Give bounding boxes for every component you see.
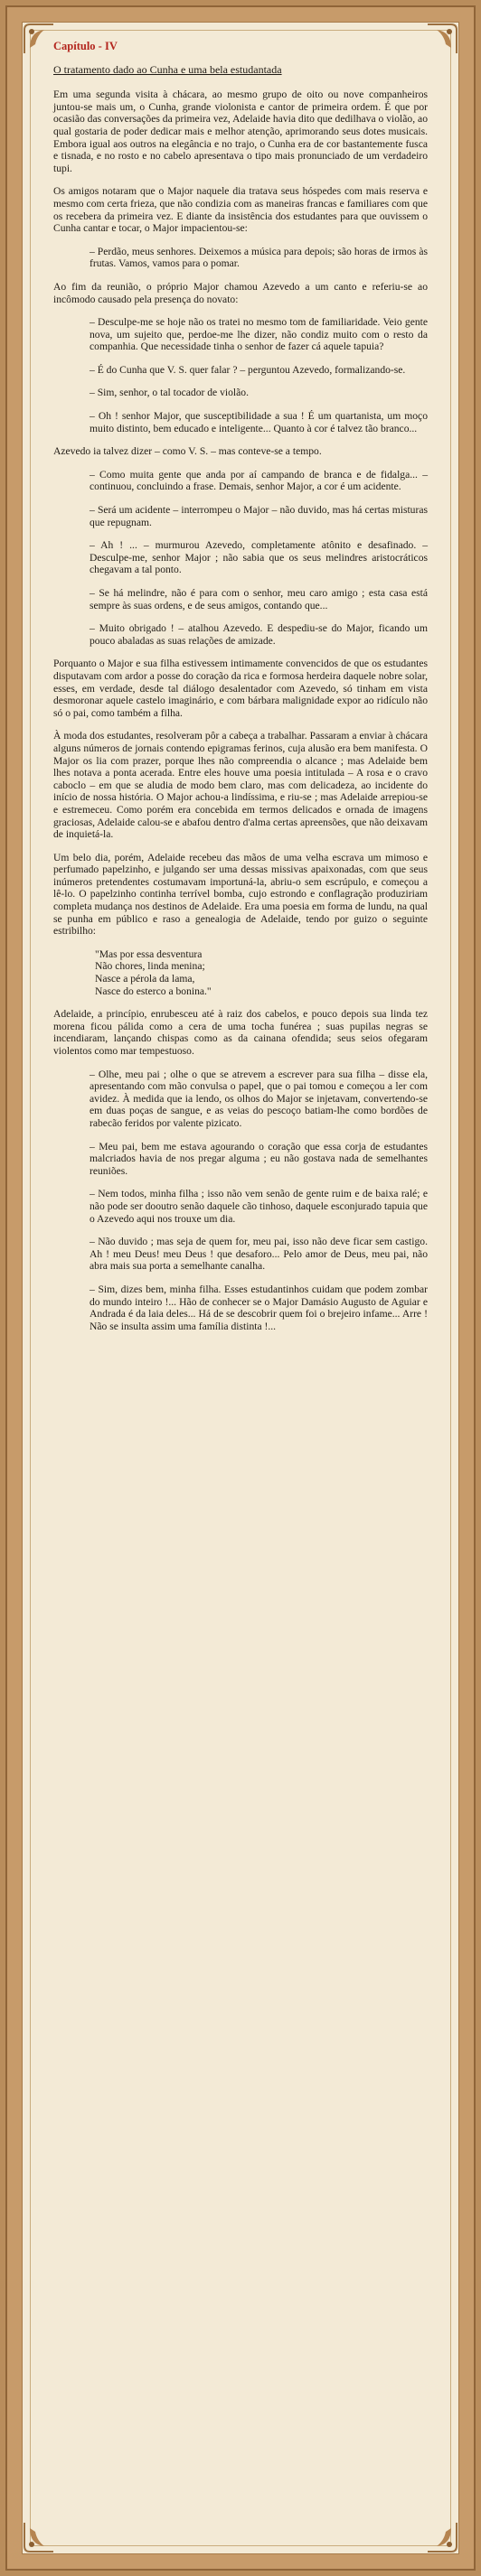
paragraph: Azevedo ia talvez dizer – como V. S. – mas conteve-se a tempo. [53,445,322,458]
corner-ornament-icon [22,22,57,57]
paragraph: À moda dos estudantes, resolveram pôr a cabeça a trabalhar. Passaram a enviar à chácara alguns números de jornais contendo epigramas ferinos, cuja alusão era bem manifesta. O Major os lia com prazer, porque lhes não compreendia o alcance ; mas Adelaide bem lhes notava a ponta acerada. Entre eles houve uma poesia intitulada – A rosa e o cravo caboclo – em que se aludia de modo bem claro, mas com delicadeza, ao incidente do início de nossa história. O Major achou-a lindíssima, e riu-se ; mas Adelaide arrepiou-se e estremeceu. Como porém era concebida em termos delicados e ornada de imagens graciosas, Adelaide calou-se e abafou dentro d'alma certas apreensões, que não deixavam de inquietá-la. [53,730,428,841]
dialogue-paragraph: – Desculpe-me se hoje não os tratei no mesmo tom de familiaridade. Veio gente nova, um sujeito que, perdoe-me lhe dizer, não condiz muito com o resto da companhia. Que necessidade tinha o senhor de fazer cá aquele tapuia? [90,316,428,353]
dialogue-paragraph: – Olhe, meu pai ; olhe o que se atrevem a escrever para sua filha – disse ela, apresentando com mão convulsa o papel, que o pai tomou e começou a ler com avidez. À medida que ia lendo, os olhos do Major se injetavam, convertendo-se em duas poças de sangue, e as veias do pescoço batiam-lhe como bordões de rabecão feridos por valente pizicato. [90,1068,428,1129]
corner-ornament-icon [22,2519,57,2554]
dialogue-paragraph: – Será um acidente – interrompeu o Major – não duvido, mas há certas misturas que repugnam. [90,504,428,528]
dialogue-paragraph: – Meu pai, bem me estava agourando o coração que essa corja de estudantes malcriados havia de nos pregar alguma ; eu não gostava nada de semelhantes reuniões. [90,1140,428,1177]
chapter-title: O tratamento dado ao Cunha e uma bela estudantada [53,62,282,76]
dialogue-paragraph: – Perdão, meus senhores. Deixemos a música para depois; são horas de irmos às frutas. Vamos, vamos para o pomar. [90,245,428,270]
outer-frame [5,5,476,2571]
poem-line: "Mas por essa desventura [95,947,203,960]
parchment-page [22,22,459,2554]
dialogue-paragraph: – Oh ! senhor Major, que susceptibilidade a sua ! É um quartanista, um moço muito distinto, bem educado e inteligente... Quanto à cor é talvez tão branco... [90,410,428,434]
paragraph: Um belo dia, porém, Adelaide recebeu das mãos de uma velha escrava um mimoso e perfumado papelzinho, e julgando ser uma dessas missivas apaixonadas, com que seus inúmeros pretendentes costumavam importuná-la, abriu-o sem escrúpulo, e começou a lê-lo. O papelzinho continha terrível bomba, cujo estrondo e conflagração produziriam completa mudança nos destinos de Adelaide. Era uma poesia em forma de lundu, na qual se punha em público e raso a genealogia de Adelaide, tendo por guizo o seguinte estribilho: [53,851,428,938]
chapter-heading: Capítulo - IV [53,40,118,52]
dialogue-paragraph: – Como muita gente que anda por aí campando de branca e de fidalga... – continuou, concluindo a frase. Demais, senhor Major, a cor é um acidente. [90,468,428,493]
paragraph: Adelaide, a princípio, enrubesceu até à raiz dos cabelos, e pouco depois sua linda tez morena ficou pálida como a cera de uma tocha funérea ; suas pupilas negras se incendiaram, lançando chispas como as da cainana ofendida; seus seios ofegaram violentos como mar tempestuoso. [53,1008,428,1057]
chapter-content [53,41,428,1343]
poem-stanza [53,948,428,997]
dialogue-paragraph: – Sim, dizes bem, minha filha. Esses estudantinhos cuidam que podem zombar do mundo inteiro !... Hão de conhecer se o Major Damásio Augusto de Aguiar e Andrada é da laia deles... Há de se descobrir quem foi o brejeiro infame... Arre ! Não se insulta assim uma família distinta !... [90,1283,428,1332]
dialogue-paragraph: – Nem todos, minha filha ; isso não vem senão de gente ruim e de baixa ralé; e não pode ser dooutro senão daquele cão tinhoso, daquele esconjurado tapuia que o Azevedo aqui nos trouxe um dia. [90,1188,428,1225]
dialogue-paragraph: – Sim, senhor, o tal tocador de violão. [90,387,249,399]
paragraph: Em uma segunda visita à chácara, ao mesmo grupo de oito ou nove companheiros juntou-se mais um, o Cunha, grande violonista e cantor de primeira ordem. É que por ocasião das conversações da primeira vez, Adelaide havia dito que dedilhava o violão, ao qual gostaria de poder dedicar mais e melhor atenção, aprimorando seus dotes musicais. Embora igual aos outros na elegância e no trajo, o Cunha era de cor bastantemente fusca e tisnada, e no rosto e no cabelo apresentava o tipo mais pronunciado de um verdadeiro tupi. [53,89,428,174]
dialogue-paragraph: – Muito obrigado ! – atalhou Azevedo. E despediu-se do Major, ficando um pouco abaladas as suas relações de amizade. [90,622,428,647]
paragraphs-part-2 [53,1008,428,1332]
corner-ornament-icon [424,2519,459,2554]
poem-line: Nasce do esterco a bonina." [95,985,212,997]
dialogue-paragraph: – Se há melindre, não é para com o senhor, meu caro amigo ; esta casa está sempre às suas ordens, e de seus amigos, contando que... [90,587,428,611]
poem-line: Nasce a pérola da lama, [95,973,195,985]
paragraph: Porquanto o Major e sua filha estivessem intimamente convencidos de que os estudantes disputavam com ardor a posse do coração da rica e formosa herdeira daquele nobre solar, esses, em verdade, desde tal diálogo desalentador com Azevedo, só tinham em vista desmoronar aquele castelo imaginário, e com bárbara malignidade expor ao ridículo não só o pai, como também a filha. [53,658,428,719]
dialogue-paragraph: – É do Cunha que V. S. quer falar ? – perguntou Azevedo, formalizando-se. [90,363,406,376]
paragraphs-part-1 [53,89,428,938]
paragraph: Os amigos notaram que o Major naquele dia tratava seus hóspedes com mais reserva e mesmo com certa frieza, que não condizia com as maneiras francas e familiares com que os recebera da primeira vez. E diante da insistência dos estudantes para que ouvissem o Cunha cantar e tocar, o Major impacientou-se: [53,185,428,235]
corner-ornament-icon [424,22,459,57]
dialogue-paragraph: – Não duvido ; mas seja de quem for, meu pai, isso não deve ficar sem castigo. Ah ! meu Deus! meu Deus ! que desaforo... Pelo amor de Deus, meu pai, não abra mais sua porta a semelhante canalha. [90,1236,428,1273]
dialogue-paragraph: – Ah ! ... – murmurou Azevedo, completamente atônito e desafinado. – Desculpe-me, senhor Major ; não sabia que os seus melindres aristocráticos chegavam a tal ponto. [90,539,428,576]
paragraph: Ao fim da reunião, o próprio Major chamou Azevedo a um canto e referiu-se ao incômodo causado pela presença do novato: [53,280,428,305]
poem-line: Não chores, linda menina; [95,960,205,973]
